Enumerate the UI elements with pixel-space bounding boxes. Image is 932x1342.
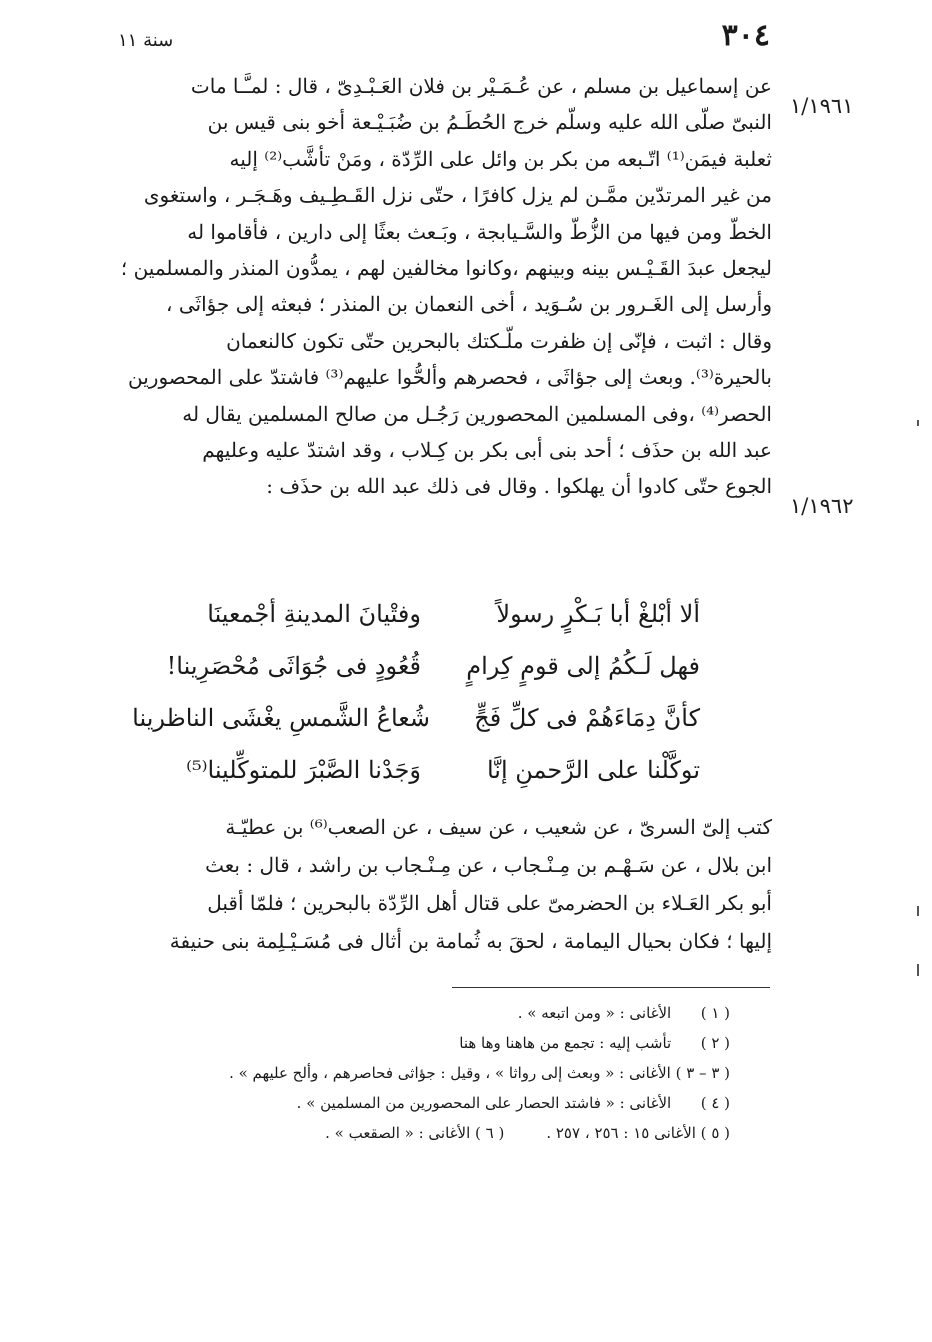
footnotes-block (150, 998, 730, 1148)
scan-edge-mark (917, 420, 919, 426)
poem-verse (132, 692, 700, 744)
verse-first-hemistich: ألا أبْلغْ أبا بَـكْرٍ رسولاً (496, 600, 700, 628)
margin-reference: ١/١٩٦٢ (790, 494, 854, 518)
poem-block (132, 588, 700, 796)
footnote (150, 1058, 730, 1088)
footnote-text: ( ٥ ) الأغانى ١٥ : ٢٥٦ ، ٢٥٧ . (546, 1124, 730, 1142)
verse-second-hemistich: وَجَدْنا الصَّبْرَ للمتوكِّلينا⁽⁵⁾ (186, 756, 421, 784)
text-line: عبد الله بن حذَف ؛ أحد بنى أبى بكر بن كِـلاب ، وقد اشتدّ عليه وعليهم (202, 437, 772, 462)
main-text-block (120, 68, 772, 505)
text-line: كتب إلىّ السرىّ ، عن شعيب ، عن سيف ، عن الصعب⁽⁶⁾ بن عطيّـة (225, 815, 772, 839)
footnote-text: الأغانى : « ومن اتبعه » . (517, 1004, 672, 1022)
footnote (150, 1088, 730, 1118)
verse-first-hemistich: فهل لَـكُمُ إلى قومٍ كِرامٍ (466, 652, 700, 680)
verse-first-hemistich: كأنَّ دِمَاءَهُمْ فى كلِّ فَجٍّ (474, 704, 700, 732)
text-line: ليجعل عبدَ القَـيْـس بينه وبينهم ،وكانوا مخالفين لهم ، يمدُّون المنذر والمسلمين ؛ (120, 255, 772, 280)
scan-edge-mark (917, 964, 919, 976)
footnote-divider (452, 987, 770, 988)
footnote-text: تأشب إليه : تجمع من هاهنا وها هنا (459, 1034, 672, 1052)
footnote-number: ( ٤ ) (700, 1094, 730, 1112)
footnote-text: الأغانى : « فاشتد الحصار على المحصورين من المسلمين » . (296, 1094, 672, 1112)
text-line: ابن بلال ، عن سَـهْـم بن مِـنْـجاب ، عن مِـنْـجاب بن راشد ، قال : بعث (205, 853, 772, 877)
verse-second-hemistich: شُعاعُ الشَّمسِ يغْشَى الناظرينا (132, 704, 430, 732)
text-line: ثعلبة فيمَن⁽¹⁾ اتّـبعه من بكر بن وائل على الرِّدّة ، ومَنْ تأشَّب⁽²⁾ إليه (229, 146, 772, 171)
footnote-number: ( ١ ) (700, 1004, 730, 1022)
verse-second-hemistich: قُعُودٍ فى جُوَاثَى مُحْصَرِينا! (166, 652, 421, 680)
text-line: وقال : اثبت ، فإنّى إن ظفرت ملّـكتك بالبحرين حتّى تكون كالنعمان (226, 328, 772, 353)
text-line: الجوع حتّى كادوا أن يهلكوا . وقال فى ذلك عبد الله بن حذَف : (266, 474, 772, 499)
second-text-block (120, 808, 772, 960)
text-line: إليها ؛ فكان بحيال اليمامة ، لحقَ به ثُمامة بن أثال فى مُسَـيْـلِمة بنى حنيفة (169, 929, 772, 953)
text-line: بالحيرة⁽³⁾. وبعث إلى جؤاثَى ، فحصرهم وألحُّوا عليهم⁽³⁾ فاشتدّ على المحصورين (128, 365, 772, 390)
footnote (150, 1118, 730, 1148)
poem-verse (160, 588, 700, 640)
page-number: ٣٠٤ (721, 18, 770, 53)
footnote-number: ( ٣ – ٣ ) (675, 1064, 730, 1082)
text-line: وأرسل إلى الغَـرور بن سُـوَيد ، أخى النعمان بن المنذر ؛ فبعثه إلى جؤاثَى ، (166, 292, 772, 317)
footnote-text: ( ٦ ) الأغانى : « الصقعب » . (325, 1124, 505, 1142)
text-line: عن إسماعيل بن مسلم ، عن عُـمَـيْر بن فلان العَـبْـدِىّ ، قال : لمـَّـا مات (190, 74, 772, 98)
text-line: من غير المرتدّين ممَّـن لم يزل كافرًا ، حتّى نزل القَـطِـيف وهَـجَـر ، واستغوى (143, 183, 772, 208)
text-line: أبو بكر العَـلاء بن الحضرمىّ على قتال أهل الرِّدّة بالبحرين ؛ فلمّا أقبل (207, 891, 772, 915)
scan-edge-mark (917, 906, 919, 916)
verse-first-hemistich: توكَّلْنا على الرَّحمنِ إنَّا (486, 756, 700, 784)
poem-verse (160, 640, 700, 692)
footnote-number: ( ٢ ) (700, 1034, 730, 1052)
margin-reference: ١/١٩٦١ (790, 94, 854, 118)
text-line: الخطّ ومن فيها من الزُّطّ والسَّـيابجة ، وبَـعث بعثًا إلى دارين ، فأقاموا له (187, 219, 772, 244)
poem-verse (160, 744, 700, 796)
verse-second-hemistich: وفتْيانَ المدينةِ أجْمعينَا (207, 600, 421, 628)
footnote-text: الأغانى : « وبعث إلى رواثا » ، وقيل : جؤاثى فحاصرهم ، وألح عليهم » . (229, 1064, 671, 1082)
footnote (150, 998, 730, 1028)
text-line: النبىّ صلّى الله عليه وسلّم خرج الحُطَـمُ بن ضُبَـيْـعة أخو بنى قيس بن (207, 110, 772, 135)
footnote (150, 1028, 730, 1058)
running-header-year: سنة ١١ (118, 30, 174, 51)
text-line: الحصر⁽⁴⁾ ،وفى المسلمين المحصورين رَجُـل من صالح المسلمين يقال له (182, 401, 772, 426)
footnote-spacer (504, 1118, 546, 1148)
